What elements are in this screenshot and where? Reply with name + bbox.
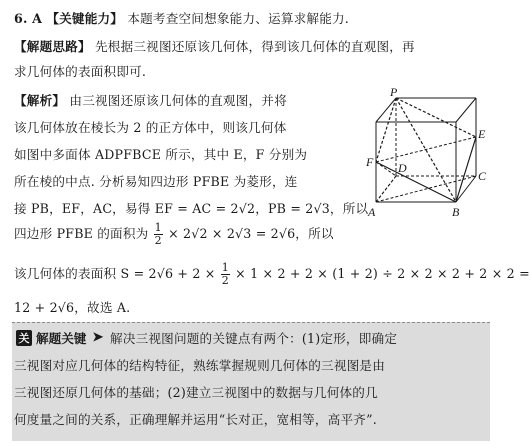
label-E: E: [478, 127, 486, 141]
analysis-text-6a: 四边形 PFBE 的面积为: [14, 226, 149, 241]
label-A: A: [368, 205, 376, 219]
tip-line-4: [14, 409, 377, 428]
problem-tag-description: 本题考查空间想象能力、运算求解能力.: [127, 11, 350, 26]
problem-tag: 【关键能力】: [46, 11, 124, 26]
tip-text-3: 三视图还原几何体的基础；(2)建立三视图中的数据与几何体的几: [14, 385, 378, 400]
analysis-text-6b: × 2√2 × 2√3 = 2√6，所以: [168, 226, 334, 241]
edge-PF: [376, 98, 396, 162]
analysis-line-2: [14, 117, 287, 136]
idea-line-2: [14, 61, 146, 80]
analysis-text-2: 该几何体放在棱长为 2 的正方体中，则该几何体: [14, 120, 287, 135]
edge-connector-tl: [376, 98, 396, 122]
idea-label: 【解题思路】: [14, 39, 91, 54]
label-P: P: [390, 85, 398, 99]
fraction-numerator: 1: [154, 221, 162, 234]
analysis-text-5: 接 PB，EF，AC，易得 EF = AC = 2√2，PB = 2√3，所以: [14, 201, 369, 216]
analysis-text-7a: 该几何体的表面积 S = 2√6 + 2 ×: [14, 266, 216, 281]
idea-line-1: [14, 36, 415, 55]
cube-figure: [364, 85, 490, 236]
edge-connector-br: [456, 176, 476, 202]
label-C: C: [478, 169, 487, 183]
label-D: D: [398, 161, 407, 175]
tip-line-1: [110, 328, 397, 347]
problem-header: [14, 8, 349, 27]
analysis-text-4: 所在棱的中点. 分析易知四边形 PFBE 为菱形，连: [14, 174, 298, 189]
analysis-text-1: 由三视图还原该几何体的直观图，并将: [69, 93, 287, 108]
label-B: B: [452, 205, 460, 219]
edge-connector-tr: [456, 98, 476, 122]
analysis-line-7: [14, 262, 530, 287]
fraction-one-half-2: [221, 262, 230, 287]
analysis-line-5: [14, 198, 368, 217]
tip-header: [16, 328, 103, 347]
idea-text-1: 先根据三视图还原该几何体，得到该几何体的直观图，再: [94, 39, 415, 54]
analysis-text-3: 如图中多面体 ADPFBCE 所示，其中 E，F 分别为: [14, 147, 308, 162]
tip-line-2: [14, 355, 385, 374]
analysis-text-7b: × 1 × 2 + 2 × (1 + 2) ÷ 2 × 2 × 2 + 2 × 2 =: [235, 266, 530, 281]
fraction-one-half: [154, 222, 163, 247]
tip-text-1: 解决三视图问题的关键点有两个：(1)定形，即确定: [110, 331, 398, 346]
key-icon: 关: [16, 330, 32, 346]
fraction-denominator-2: 2: [221, 274, 229, 287]
tip-label: 解题关键: [36, 331, 87, 346]
edge-AC: [376, 176, 476, 202]
fraction-numerator-2: 1: [221, 261, 229, 274]
analysis-text-8: 12 + 2√6，故选 A.: [14, 300, 131, 315]
analysis-line-3: [14, 144, 307, 163]
fraction-denominator: 2: [154, 234, 162, 247]
edge-EB: [456, 137, 476, 202]
cube-diagram: [364, 85, 490, 232]
analysis-line-8: [14, 297, 130, 316]
edge-FE: [376, 137, 476, 162]
analysis-line-1: [14, 90, 287, 109]
label-F: F: [366, 155, 374, 169]
idea-text-2: 求几何体的表面积即可.: [14, 64, 147, 79]
analysis-line-4: [14, 171, 298, 190]
tip-text-2: 三视图对应几何体的结构特征，熟练掌握规则几何体的三视图是由: [14, 358, 386, 373]
tip-text-4: 何度量之间的关系，正确理解并运用“长对正，宽相等，高平齐”.: [14, 412, 377, 427]
arrow-right-icon: ➤: [92, 330, 104, 345]
analysis-line-6: [14, 222, 334, 247]
analysis-label: 【解析】: [14, 93, 66, 108]
edge-PE: [396, 98, 476, 137]
problem-number: 6. A: [14, 11, 43, 26]
tip-line-3: [14, 382, 378, 401]
